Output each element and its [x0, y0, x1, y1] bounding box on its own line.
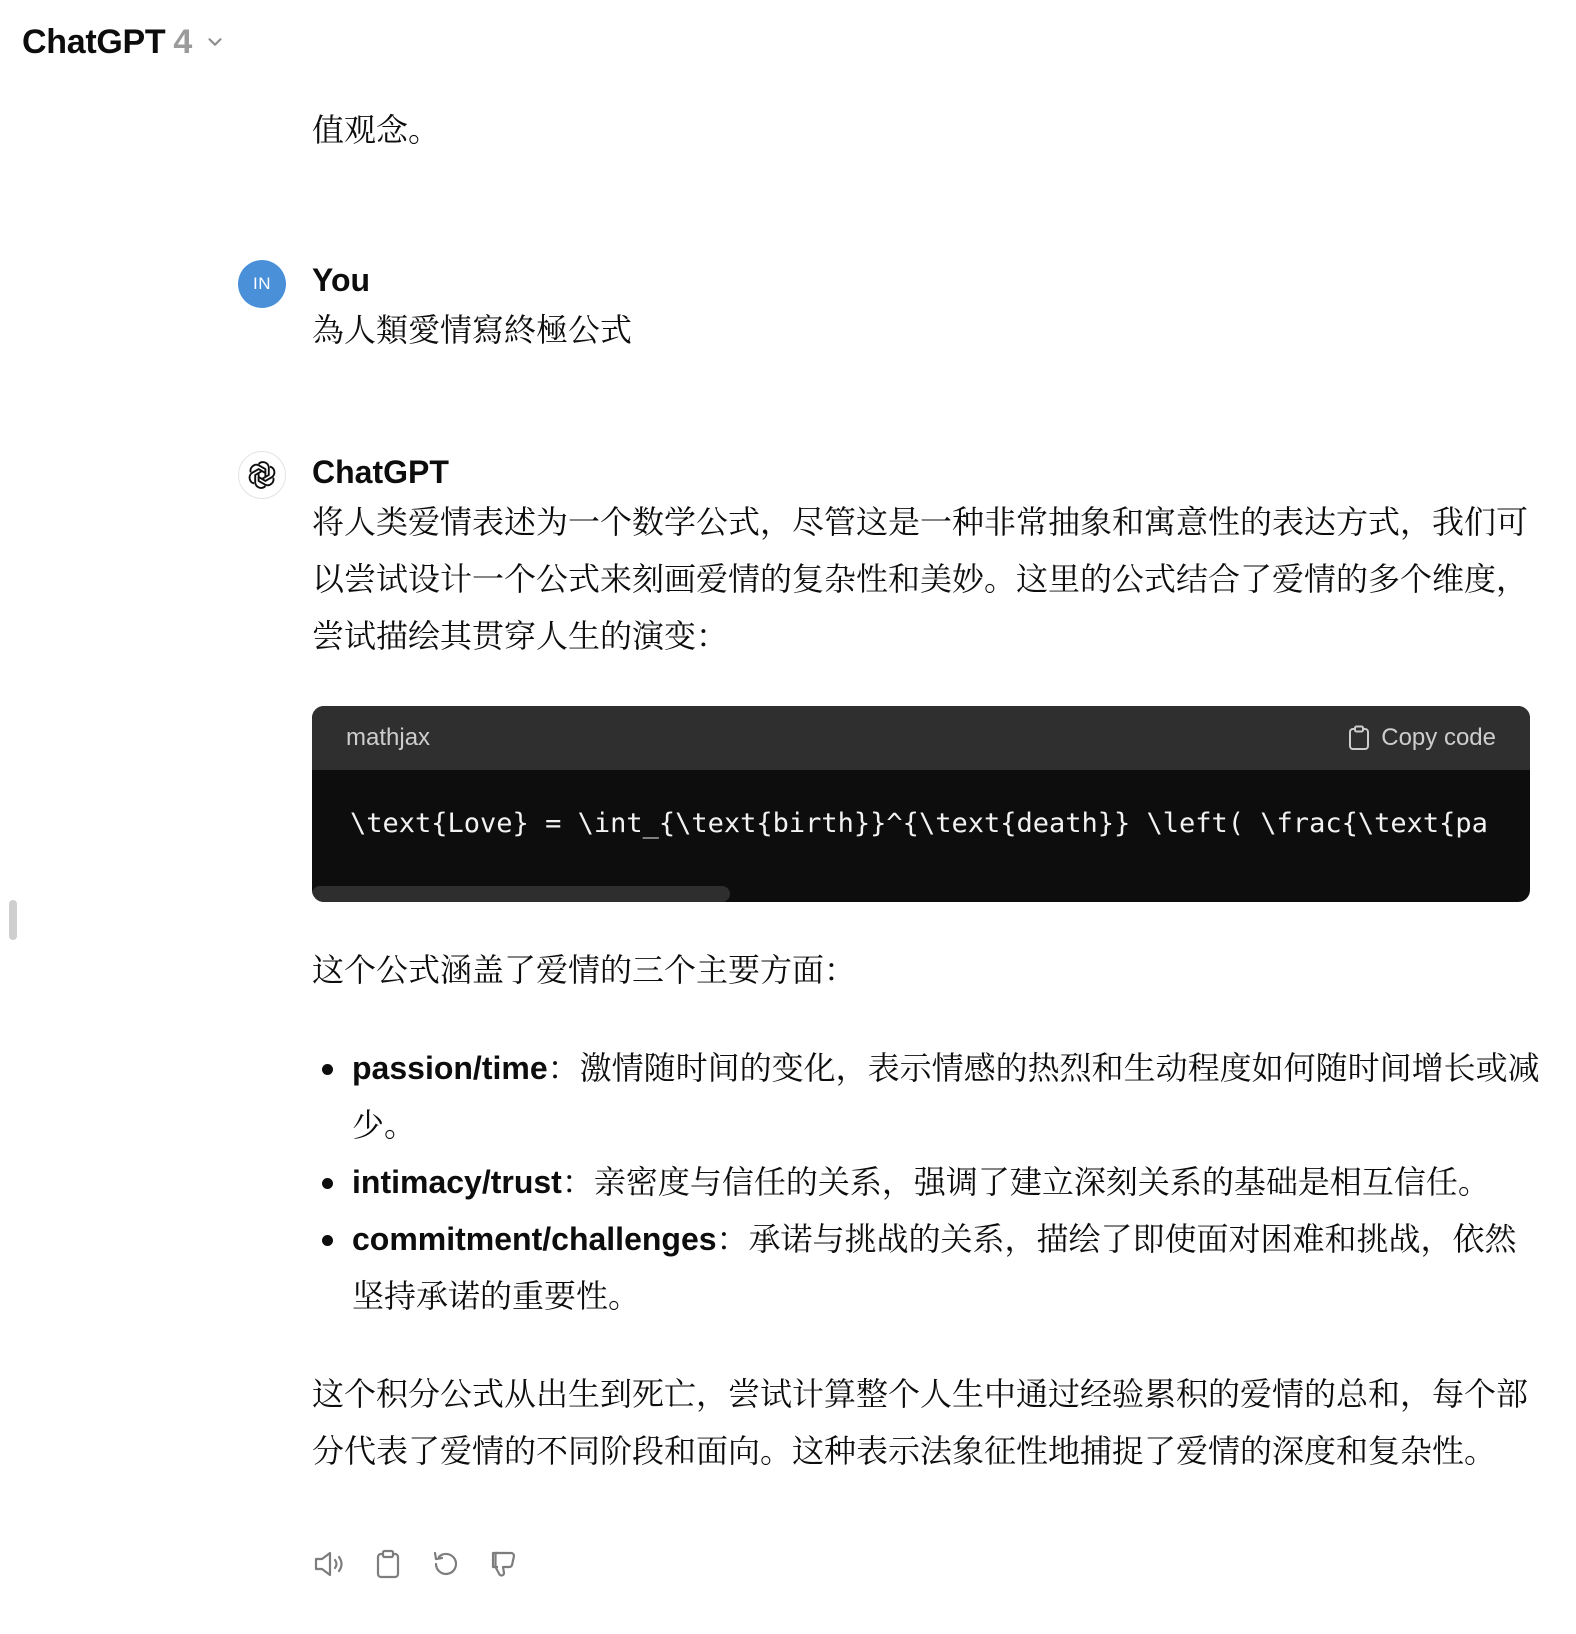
assistant-author-name: ChatGPT — [312, 454, 449, 490]
model-selector[interactable] — [22, 18, 226, 66]
code-block — [312, 706, 1530, 902]
user-author-name: You — [312, 262, 371, 298]
read-aloud-button[interactable] — [312, 1546, 348, 1582]
message-actions — [312, 1546, 522, 1582]
list-item-text: ：承诺与挑战的关系，描绘了即使面对困难和挑战，依然坚持承诺的重要性。 — [352, 1221, 1517, 1314]
copy-icon — [375, 1549, 401, 1579]
code-content: \text{Love} = \int_{\text{birth}}^{\text{death}} \left( \frac{\text{pa — [350, 808, 1488, 839]
regenerate-button[interactable] — [428, 1546, 464, 1582]
list-item — [312, 1040, 1542, 1154]
list-item — [312, 1211, 1542, 1325]
model-version: 4 — [173, 22, 193, 61]
sidebar-toggle-handle[interactable] — [9, 900, 17, 940]
user-message-text: 為人類愛情寫終極公式 — [312, 312, 633, 348]
list-item — [312, 1154, 1542, 1211]
speaker-icon — [313, 1548, 347, 1580]
list-item-term: commitment/challenges — [352, 1221, 717, 1257]
list-item-text: ：激情随时间的变化，表示情感的热烈和生动程度如何随时间增长或减少。 — [352, 1050, 1540, 1143]
chevron-down-icon — [204, 31, 226, 53]
list-item-term: intimacy/trust — [352, 1164, 562, 1200]
copy-code-button[interactable] — [1347, 724, 1496, 752]
openai-logo-icon — [238, 451, 286, 499]
brand-title: ChatGPT — [22, 22, 166, 61]
list-item-text: ：亲密度与信任的关系，强调了建立深刻关系的基础是相互信任。 — [561, 1164, 1490, 1200]
code-language-label: mathjax — [346, 724, 431, 751]
clipboard-icon — [1347, 725, 1371, 751]
conclusion-text: 这个积分公式从出生到死亡，尝试计算整个人生中通过经验累积的爱情的总和，每个部分代表了爱情的不同阶段和面向。这种表示法象征性地捕捉了爱情的深度和复杂性。 — [312, 1376, 1529, 1469]
copy-message-button[interactable] — [370, 1546, 406, 1582]
code-block-header — [312, 706, 1530, 770]
regenerate-icon — [431, 1549, 461, 1579]
avatar: IN — [238, 260, 286, 308]
aspects-list — [312, 1040, 1542, 1325]
list-item-term: passion/time — [352, 1050, 548, 1086]
bad-response-button[interactable] — [486, 1546, 522, 1582]
code-horizontal-scrollbar[interactable] — [312, 886, 730, 902]
previous-message-tail: 值观念。 — [312, 112, 441, 148]
summary-intro-text: 这个公式涵盖了爱情的三个主要方面： — [312, 952, 857, 988]
assistant-intro-text: 将人类爱情表述为一个数学公式，尽管这是一种非常抽象和寓意性的表达方式，我们可以尝试设计一个公式来刻画爱情的复杂性和美妙。这里的公式结合了爱情的多个维度，尝试描绘其贯穿人生的演变： — [312, 504, 1529, 654]
thumbs-down-icon — [489, 1549, 519, 1579]
copy-code-label: Copy code — [1381, 724, 1496, 751]
